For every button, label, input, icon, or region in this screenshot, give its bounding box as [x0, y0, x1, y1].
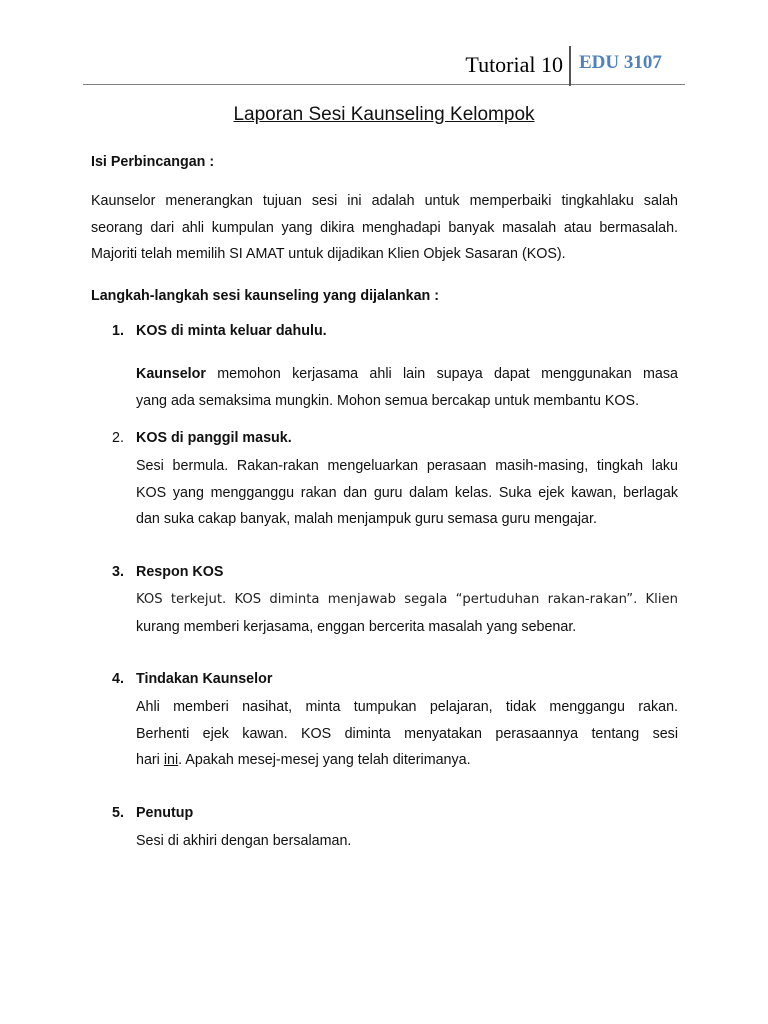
step-body	[136, 828, 678, 855]
step-heading: KOS di minta keluar dahulu.	[136, 323, 327, 339]
emphasis-kaunselor: Kaunselor	[136, 366, 206, 382]
step-heading: Penutup	[136, 805, 194, 821]
header-title: Tutorial 10	[465, 52, 563, 77]
step-number: 3.	[112, 564, 124, 580]
page-header	[83, 46, 685, 85]
document-title: Laporan Sesi Kaunseling Kelompok	[233, 104, 535, 125]
intro-line: Majoriti telah memilih SI AMAT untuk dijadikan Klien Objek Sasaran (KOS).	[91, 246, 566, 262]
step-body-text: . Apakah mesej-mesej yang telah diterimanya.	[178, 752, 471, 768]
intro-line: seorang dari ahli kumpulan yang dikira menghadapi banyak masalah atau bermasalah.	[91, 219, 678, 236]
step-number: 5.	[112, 805, 124, 821]
course-code: EDU 3107	[579, 52, 662, 73]
step-heading: Respon KOS	[136, 564, 224, 580]
step-body-line: Sesi di akhiri dengan bersalaman.	[136, 833, 352, 849]
step-heading: Tindakan Kaunselor	[136, 671, 273, 687]
step-body-line: Berhenti ejek kawan. KOS diminta menyatakan perasaannya tentang sesi	[136, 725, 678, 742]
step-body-line: kurang memberi kerjasama, enggan bercerita masalah yang sebenar.	[136, 618, 577, 635]
step-body-text: hari	[136, 752, 160, 768]
step-body-line: KOS terkejut. KOS diminta menjawab segala “pertuduhan rakan-rakan”. Klien	[136, 592, 678, 607]
step-body	[136, 694, 678, 774]
underlined-word: ini	[163, 752, 179, 768]
step-body-text: memohon kerjasama ahli lain supaya dapat menggunakan masa	[217, 366, 678, 382]
header-divider	[569, 46, 571, 86]
section-heading-discussion: Isi Perbincangan :	[91, 154, 215, 170]
step-body-line: yang ada semaksima mungkin. Mohon semua bercakap untuk membantu KOS.	[136, 392, 640, 409]
step-number: 4.	[112, 671, 124, 687]
step-number: 2.	[112, 430, 124, 446]
section-heading-steps: Langkah-langkah sesi kaunseling yang dijalankan :	[91, 288, 439, 304]
step-body-line: KOS yang mengganggu rakan dan guru dalam kelas. Suka ejek kawan, berlagak	[136, 484, 678, 501]
step-body-line: Ahli memberi nasihat, minta tumpukan pelajaran, tidak menggangu rakan.	[136, 699, 678, 715]
step-body-line	[136, 361, 678, 388]
intro-line: Kaunselor menerangkan tujuan sesi ini adalah untuk memperbaiki tingkahlaku salah	[91, 193, 678, 209]
step-body	[136, 361, 678, 414]
step-body	[136, 587, 678, 640]
step-body-line: dan suka cakap banyak, malah menjampuk guru semasa guru mengajar.	[136, 511, 597, 527]
step-heading: KOS di panggil masuk.	[136, 430, 292, 446]
step-body-line	[136, 747, 678, 774]
step-number: 1.	[112, 323, 124, 339]
step-body	[136, 453, 678, 533]
step-body-line: Sesi bermula. Rakan-rakan mengeluarkan perasaan masih-masing, tingkah laku	[136, 458, 678, 474]
intro-paragraph	[91, 188, 678, 268]
